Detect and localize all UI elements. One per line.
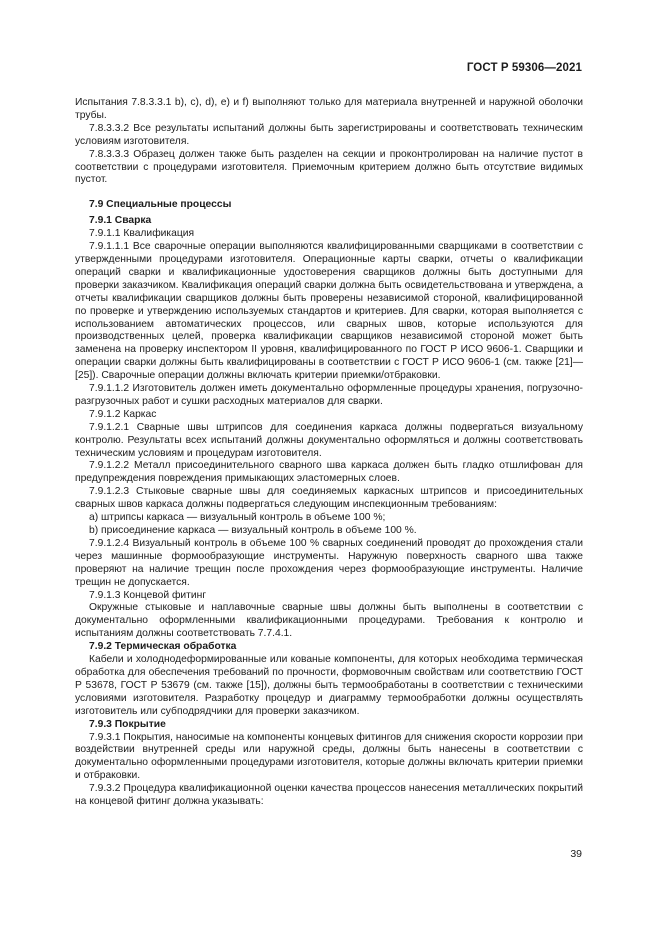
paragraph: 7.9.3.2 Процедура квалификационной оценки качества процессов нанесения металлических покрытий на концевой фитинг должна указывать: (75, 783, 583, 808)
paragraph: 7.9.1.2.2 Металл присоединительного сварного шва каркаса должен быть гладко отшлифован для предупреждения повреждения примыкающих эластомерных слоев. (75, 460, 583, 485)
paragraph: 7.9.1.1.1 Все сварочные операции выполняются квалифицированными сварщиками в соответствии с утвержденными процедурами изготовителя. Операционные карты сварки, отчеты о квалификации операций сварки и квалификационные удостоверения сварщиков должны быть доступными для проверки заказчиком. Квалификация операций сварки должна быть освидетельствована и утверждена, а отчеты квалификации сварщиков должны быть проверены независимой стороной, квалифицированной по проверке и утверждению используемых стандартов и критериев. Для сварки, которая выполняется с использованием автоматических процессов, или сварных швов, которые используются для производственных целей, проверка квалификации сварщиков независимой стороной может быть заменена на проверку инспектором II уровня, квалифицированного по ГОСТ Р ИСО 9606-1. Сварщики и операции сварки должны быть квалифицированы в соответствии с ГОСТ Р ИСО 9606-1 (см. также [21]—[25]). Сварочные операции должны включать критерии приемки/отбраковки. (75, 241, 583, 382)
subsection-heading: 7.9.1 Сварка (89, 215, 152, 227)
clause-heading: 7.9.1.3 Концевой фитинг (89, 589, 207, 601)
paragraph: 7.9.3.1 Покрытия, наносимые на компоненты концевых фитингов для снижения скорости коррозии при воздействии внутренней среды или наружной среды, должны быть нанесены в соответствии с документально оформленными процедурами изготовителя, которые должны включать критерии приемки и отбраковки. (75, 731, 583, 782)
paragraph: 7.9.1.1.2 Изготовитель должен иметь документально оформленные процедуры хранения, погрузочно-разгрузочных работ и сушки расходных материалов для сварки. (75, 383, 583, 407)
document-body (75, 97, 583, 809)
paragraph: 7.8.3.3.2 Все результаты испытаний должны быть зарегистрированы и соответствовать техническим условиям изготовителя. (75, 122, 583, 147)
paragraph: 7.8.3.3.3 Образец должен также быть разделен на секции и проконтролирован на наличие пустот в соответствии с процедурами изготовителя. Приемочным критерием должно быть отсутствие видимых пустот. (75, 148, 583, 186)
paragraph: 7.9.1.2.1 Сварные швы штрипсов для соединения каркаса должны подвергаться визуальному контролю. Результаты всех испытаний должны документально оформляться и должны соответствовать техническим условиям и процедурам изготовителя. (75, 421, 583, 459)
paragraph: Окружные стыковые и наплавочные сварные швы должны быть выполнены в соответствии с документально оформленными квалификационными процедурами. Требования к контролю и испытаниям должны соответствовать 7.7.4.1. (75, 602, 583, 640)
page-number: 39 (570, 848, 582, 860)
subsection-heading: 7.9.3 Покрытие (89, 718, 166, 730)
document-header: ГОСТ Р 59306—2021 (466, 62, 582, 74)
subsection-heading: 7.9.2 Термическая обработка (89, 641, 237, 653)
paragraph: Кабели и холоднодеформированные или кованые компоненты, для которых необходима термическая обработка для обеспечения требований по прочности, формовочным свойствам или соответствию ГОСТ Р 53678, ГОСТ Р 53679 (см. также [15]), должны быть термообработаны в соответствии с техническими условиями изготовителя. Разработку процедур и диаграмму термообработки должны осуществлять изготовитель или субподрядчики для проверки заказчиком. (75, 654, 583, 717)
paragraph: Испытания 7.8.3.3.1 b), c), d), e) и f) выполняют только для материала внутренней и наружной оболочки трубы. (75, 97, 583, 121)
list-item: b) присоединение каркаса — визуальный контроль в объеме 100 %. (89, 525, 417, 536)
section-heading: 7.9 Специальные процессы (89, 199, 232, 211)
clause-heading: 7.9.1.1 Квалификация (89, 228, 195, 240)
paragraph: 7.9.1.2.4 Визуальный контроль в объеме 100 % сварных соединений проводят до прохождения стали через машинные формообразующие инструменты. Наружную поверхность сварного шва также проверяют на наличие трещин после прохождения через формообразующие инструменты. Наличие трещин не допускается. (75, 537, 583, 588)
paragraph: 7.9.1.2.3 Стыковые сварные швы для соединяемых каркасных штрипсов и присоединительных сварных швов каркаса должны подвергаться следующим инспекционным требованиям: (75, 486, 583, 511)
clause-heading: 7.9.1.2 Каркас (89, 408, 157, 420)
list-item: a) штрипсы каркаса — визуальный контроль в объеме 100 %; (89, 512, 386, 524)
